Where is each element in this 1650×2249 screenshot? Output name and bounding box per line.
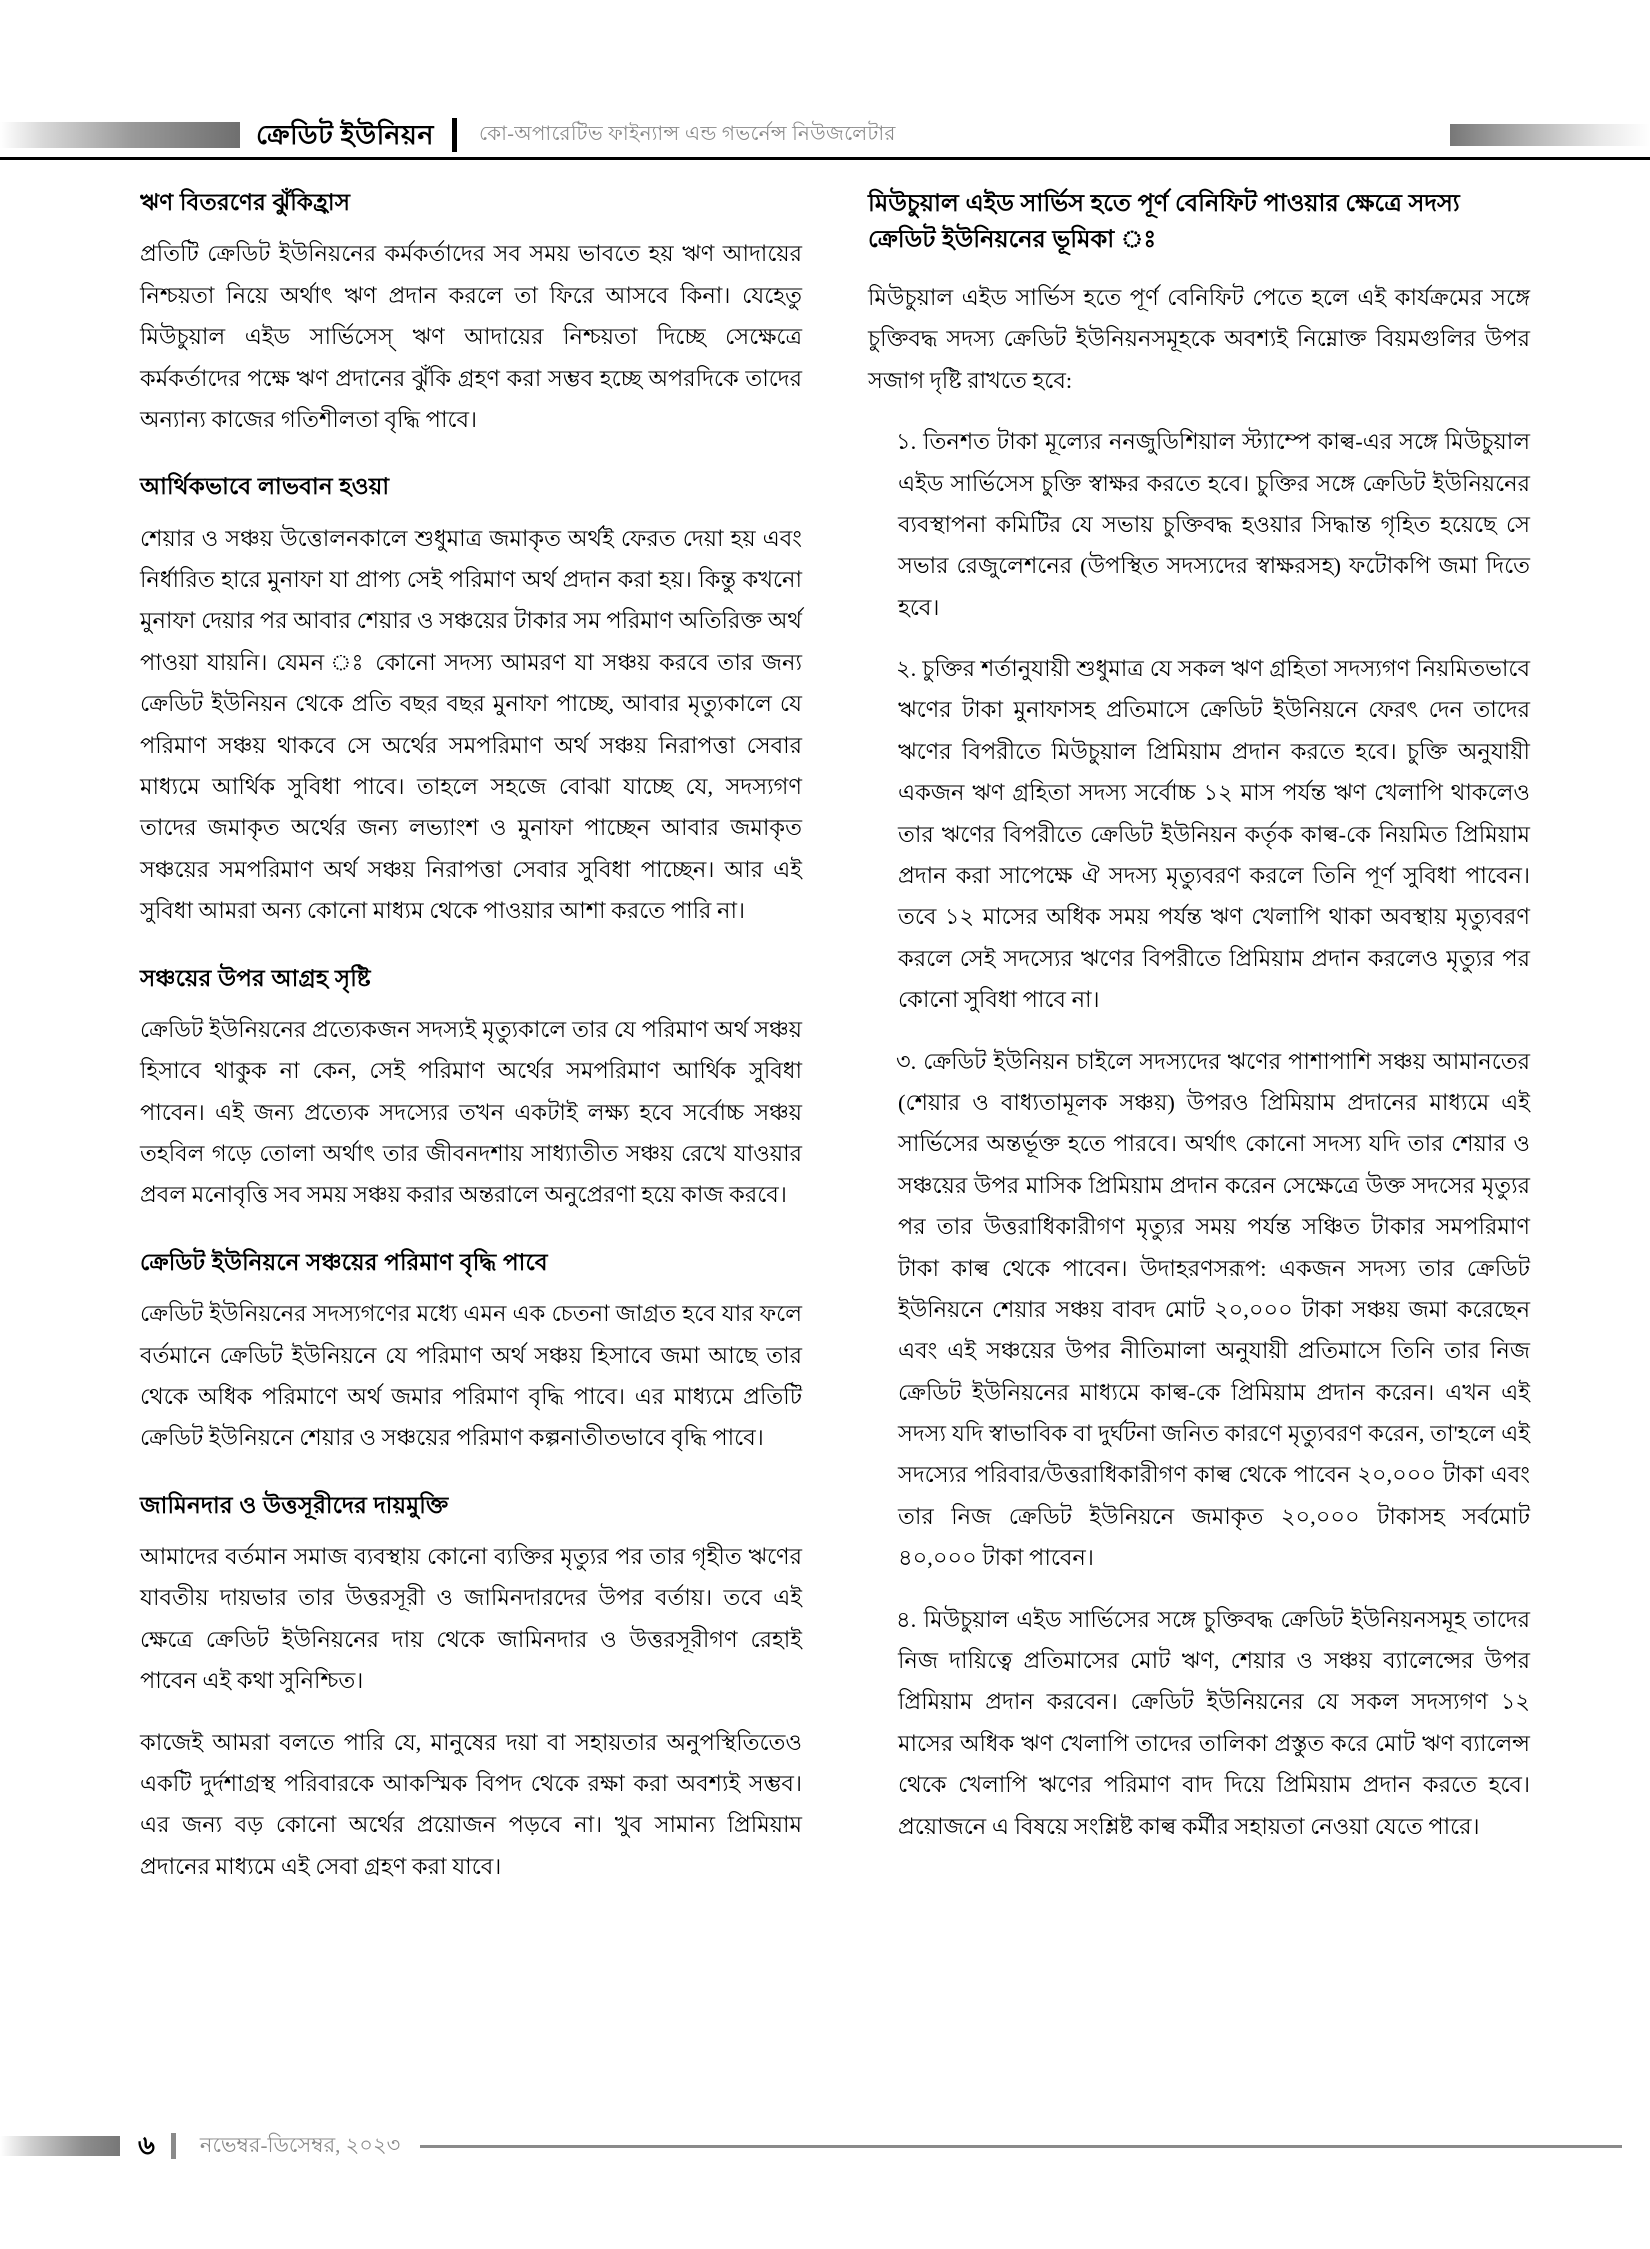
section-paragraph-savings-interest: ক্রেডিট ইউনিয়নের প্রত্যেকজন সদস্যই মৃত্যুকালে তার যে পরিমাণ অর্থ সঞ্চয় হিসাবে থাকুক না কেন, সেই পরিমাণ অর্থের সমপরিমাণ আর্থিক সুবিধা পাবেন। এই জন্য প্রত্যেক সদস্যের তখন একটাই লক্ষ্য হবে সর্বোচ্চ সঞ্চয় তহবিল গড়ে তোলা অর্থাৎ তার জীবনদশায় সাধ্যাতীত সঞ্চয় রেখে যাওয়ার প্রবল মনোবৃত্তি সব সময় সঞ্চয় করার অন্তরালে অনুপ্রেরণা হয়ে কাজ করবে।	[140, 1016, 802, 1208]
masthead-tagline: কো-অপারেটিভ ফাইন্যান্স এন্ড গভর্নেন্স নিউজলেটার	[479, 122, 896, 145]
right-column-title: মিউচুয়াল এইড সার্ভিস হতে পূর্ণ বেনিফিট পাওয়ার ক্ষেত্রে সদস্য ক্রেডিট ইউনিয়নের ভূমিকা ঃ	[868, 190, 1460, 254]
right-column	[868, 186, 1530, 1887]
numbered-item-2: ২. চুক্তির শর্তানুযায়ী শুধুমাত্র যে সকল ঋণ গ্রহিতা সদস্যগণ নিয়মিতভাবে ঋণের টাকা মুনাফাসহ প্রতিমাসে ক্রেডিট ইউনিয়নে ফেরৎ দেন তাদের ঋণের বিপরীতে মিউচুয়াল প্রিমিয়াম প্রদান করতে হবে। চুক্তি অনুযায়ী একজন ঋণ গ্রহিতা সদস্য সর্বোচ্চ ১২ মাস পর্যন্ত ঋণ খেলাপি থাকলেও তার ঋণের বিপরীতে ক্রেডিট ইউনিয়ন কর্তৃক কাল্ব-কে নিয়মিত প্রিমিয়াম প্রদান করা সাপেক্ষে ঐ সদস্য মৃত্যুবরণ করলে তিনি পূর্ণ সুবিধা পাবেন। তবে ১২ মাসের অধিক সময় পর্যন্ত ঋণ খেলাপি থাকা অবস্থায় মৃত্যুবরণ করলে সেই সদস্যের ঋণের বিপরীতে প্রিমিয়াম প্রদান করলেও মৃত্যুর পর কোনো সুবিধা পাবে না।	[896, 656, 1530, 1013]
section-paragraph-guarantor-relief: আমাদের বর্তমান সমাজ ব্যবস্থায় কোনো ব্যক্তির মৃত্যুর পর তার গৃহীত ঋণের যাবতীয় দায়ভার তার উত্তরসূরী ও জামিনদারদের উপর বর্তায়। তবে এই ক্ষেত্রে ক্রেডিট ইউনিয়নের দায় থেকে জামিনদার ও উত্তরসূরীগণ রেহাই পাবেন এই কথা সুনিশ্চিত।	[140, 1544, 802, 1694]
section-paragraph-financial-benefit: শেয়ার ও সঞ্চয় উত্তোলনকালে শুধুমাত্র জমাকৃত অর্থই ফেরত দেয়া হয় এবং নির্ধারিত হারে মুনাফা যা প্রাপ্য সেই পরিমাণ অর্থ প্রদান করা হয়। কিন্তু কখনো মুনাফা দেয়ার পর আবার শেয়ার ও সঞ্চয়ের টাকার সম পরিমাণ অতিরিক্ত অর্থ পাওয়া যায়নি। যেমন ঃ কোনো সদস্য আমরণ যা সঞ্চয় করবে তার জন্য ক্রেডিট ইউনিয়ন থেকে প্রতি বছর বছর মুনাফা পাচ্ছে, আবার মৃত্যুকালে যে পরিমাণ সঞ্চয় থাকবে সে অর্থের সমপরিমাণ অর্থ সঞ্চয় নিরাপত্তা সেবার মাধ্যমে আর্থিক সুবিধা পাবে। তাহলে সহজে বোঝা যাচ্ছে যে, সদস্যগণ তাদের জমাকৃত অর্থের জন্য লভ্যাংশ ও মুনাফা পাচ্ছেন আবার জমাকৃত সঞ্চয়ের সমপরিমাণ অর্থ সঞ্চয় নিরাপত্তা সেবার সুবিধা পাচ্ছেন। আর এই সুবিধা আমরা অন্য কোনো মাধ্যম থেকে পাওয়ার আশা করতে পারি না।	[140, 525, 802, 924]
brand-logo: ক্রেডিট ইউনিয়ন	[256, 119, 435, 150]
section-heading-loan-risk: ঋণ বিতরণের ঝুঁকিহ্রাস	[140, 189, 351, 215]
footer-right-rule	[420, 2145, 1622, 2148]
numbered-item-1: ১. তিনশত টাকা মূল্যের ননজুডিশিয়াল স্ট্যাম্পে কাল্ব-এর সঙ্গে মিউচুয়াল এইড সার্ভিসেস চুক্তি স্বাক্ষর করতে হবে। চুক্তির সঙ্গে ক্রেডিট ইউনিয়নের ব্যবস্থাপনা কমিটির যে সভায় চুক্তিবদ্ধ হওয়ার সিদ্ধান্ত গৃহিত হয়েছে সে সভার রেজুলেশনের (উপস্থিত সদস্যদের স্বাক্ষরসহ) ফটোকপি জমা দিতে হবে।	[896, 429, 1530, 620]
closing-paragraph: কাজেই আমরা বলতে পারি যে, মানুষের দয়া বা সহায়তার অনুপস্থিতিতেও একটি দুর্দশাগ্রস্থ পরিবারকে আকস্মিক বিপদ থেকে রক্ষা করা অবশ্যই সম্ভব। এর জন্য বড় কোনো অর্থের প্রয়োজন পড়বে না। খুব সামান্য প্রিমিয়াম প্রদানের মাধ্যমে এই সেবা গ্রহণ করা যাবে।	[140, 1729, 802, 1879]
section-paragraph-loan-risk: প্রতিটি ক্রেডিট ইউনিয়নের কর্মকর্তাদের সব সময় ভাবতে হয় ঋণ আদায়ের নিশ্চয়তা নিয়ে অর্থাৎ ঋণ প্রদান করলে তা ফিরে আসবে কিনা। যেহেতু মিউচুয়াল এইড সার্ভিসেস্ ঋণ আদায়ের নিশ্চয়তা দিচ্ছে সেক্ষেত্রে কর্মকর্তাদের পক্ষে ঋণ প্রদানের ঝুঁকি গ্রহণ করা সম্ভব হচ্ছে অপরদিকে তাদের অন্যান্য কাজের গতিশীলতা বৃদ্ধি পাবে।	[140, 241, 802, 432]
left-column	[140, 186, 802, 1887]
section-heading-financial-benefit: আর্থিকভাবে লাভবান হওয়া	[140, 473, 390, 500]
masthead-left-rule	[0, 122, 240, 148]
numbered-item-3: ৩. ক্রেডিট ইউনিয়ন চাইলে সদস্যদের ঋণের পাশাপাশি সঞ্চয় আমানতের (শেয়ার ও বাধ্যতামূলক সঞ্চয়) উপরও প্রিমিয়াম প্রদানের মাধ্যমে এই সার্ভিসের অন্তর্ভূক্ত হতে পারবে। অর্থাৎ কোনো সদস্য যদি তার শেয়ার ও সঞ্চয়ের উপর মাসিক প্রিমিয়াম প্রদান করেন সেক্ষেত্রে উক্ত সদসের মৃত্যুর পর তার উত্তরাধিকারীগণ মৃত্যুর সময় পর্যন্ত সঞ্চিত টাকার সমপরিমাণ টাকা কাল্ব থেকে পাবেন। উদাহরণসরূপ: একজন সদস্য তার ক্রেডিট ইউনিয়নে শেয়ার সঞ্চয় বাবদ মোট ২০,০০০ টাকা সঞ্চয় জমা করেছেন এবং এই সঞ্চয়ের উপর নীতিমালা অনুযায়ী প্রতিমাসে তিনি তার নিজ ক্রেডিট ইউনিয়নের মাধ্যমে কাল্ব-কে প্রিমিয়াম প্রদান করেন। এখন এই সদস্য যদি স্বাভাবিক বা দুর্ঘটনা জনিত কারণে মৃত্যুবরণ করেন, তা'হলে এই সদস্যের পরিবার/উত্তরাধিকারীগণ কাল্ব থেকে পাবেন ২০,০০০ টাকা এবং তার নিজ ক্রেডিট ইউনিয়নে জমাকৃত ২০,০০০ টাকাসহ সর্বমোট ৪০,০০০ টাকা পাবেন।	[896, 1048, 1530, 1571]
masthead-right-rule	[1450, 124, 1650, 146]
section-heading-guarantor-relief: জামিনদার ও উত্তসূরীদের দায়মুক্তি	[140, 1491, 449, 1518]
section-heading-savings-interest: সঞ্চয়ের উপর আগ্রহ সৃষ্টি	[140, 964, 371, 991]
section-paragraph-savings-growth: ক্রেডিট ইউনিয়নের সদস্যগণের মধ্যে এমন এক চেতনা জাগ্রত হবে যার ফলে বর্তমানে ক্রেডিট ইউনিয়নে যে পরিমাণ অর্থ সঞ্চয় হিসাবে জমা আছে তার থেকে অধিক পরিমাণে অর্থ জমার পরিমাণ বৃদ্ধি পাবে। এর মাধ্যমে প্রতিটি ক্রেডিট ইউনিয়নে শেয়ার ও সঞ্চয়ের পরিমাণ কল্পনাতীতভাবে বৃদ্ধি পাবে।	[140, 1301, 802, 1451]
masthead-hairline	[0, 157, 1650, 160]
footer-left-rule	[0, 2136, 120, 2156]
article-columns	[140, 186, 1530, 1887]
page-footer	[0, 2131, 1650, 2161]
numbered-item-4: ৪. মিউচুয়াল এইড সার্ভিসের সঙ্গে চুক্তিবদ্ধ ক্রেডিট ইউনিয়নসমূহ তাদের নিজ দায়িত্বে প্রতিমাসের মোট ঋণ, শেয়ার ও সঞ্চয় ব্যালেন্সের উপর প্রিমিয়াম প্রদান করবেন। ক্রেডিট ইউনিয়নের যে সকল সদস্যগণ ১২ মাসের অধিক ঋণ খেলাপি তাদের তালিকা প্রস্তুত করে মোট ঋণ ব্যালেন্স থেকে খেলাপি ঋণের পরিমাণ বাদ দিয়ে প্রিমিয়াম প্রদান করতে হবে। প্রয়োজনে এ বিষয়ে সংশ্লিষ্ট কাল্ব কর্মীর সহায়তা নেওয়া যেতে পারে।	[896, 1606, 1530, 1839]
footer-issue-date: নভেম্বর-ডিসেম্বর, ২০২৩	[199, 2132, 401, 2157]
page-number: ৬	[138, 2131, 155, 2160]
masthead	[0, 118, 1650, 152]
section-heading-savings-growth: ক্রেডিট ইউনিয়নে সঞ্চয়ের পরিমাণ বৃদ্ধি পাবে	[140, 1248, 548, 1275]
right-column-intro: মিউচুয়াল এইড সার্ভিস হতে পূর্ণ বেনিফিট পেতে হলে এই কার্যক্রমের সঙ্গে চুক্তিবদ্ধ সদস্য ক্রেডিট ইউনিয়নসমূহকে অবশ্যই নিম্নোক্ত বিয়মগুলির উপর সজাগ দৃষ্টি রাখতে হবে:	[868, 284, 1530, 393]
